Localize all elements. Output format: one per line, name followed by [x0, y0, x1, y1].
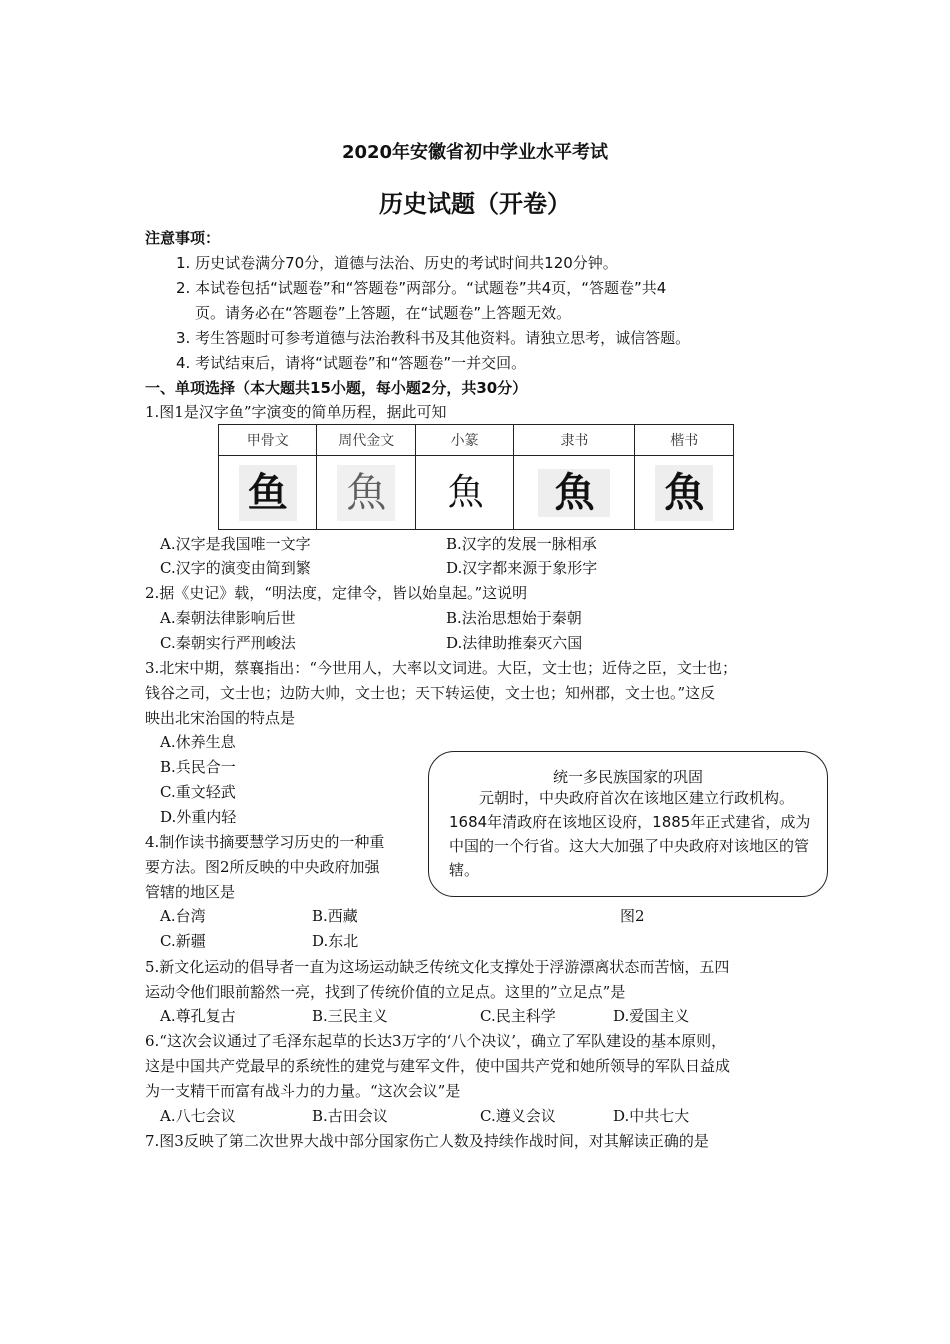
option: C.新疆	[160, 932, 206, 950]
small-seal-fish-glyph: 魚	[436, 465, 494, 521]
option: A.秦朝法律影响后世	[160, 609, 296, 627]
note-item: 1. 历史试卷满分70分，道德与法治、历史的考试时间共120分钟。	[176, 254, 618, 272]
option: D.外重内轻	[160, 808, 237, 826]
option: D.东北	[312, 932, 359, 950]
option: A.八七会议	[160, 1107, 236, 1125]
option: A.休养生息	[160, 733, 236, 751]
table-header: 楷书	[635, 425, 734, 456]
question-3-line: 钱谷之司，文士也；边防大帅，文士也；天下转运使，文士也；知州郡，文士也。”这反	[145, 684, 716, 702]
section-heading: 一、单项选择（本大题共15小题，每小题2分，共30分）	[145, 379, 528, 397]
bronze-script-fish-glyph: 魚	[337, 465, 395, 521]
question-3-line: 映出北宋治国的特点是	[145, 709, 296, 727]
clerical-script-fish-glyph: 魚	[538, 469, 610, 517]
figure-2-heading: 统一多民族国家的巩固	[552, 768, 703, 786]
note-item: 2. 本试卷包括“试题卷”和“答题卷”两部分。“试题卷”共4页，“答题卷”共4	[176, 279, 667, 297]
question-5-line: 运动令他们眼前豁然一亮，找到了传统价值的立足点。这里的”立足点”是	[145, 983, 626, 1001]
question-3-line: 3.北宋中期，蔡襄指出：“今世用人，大率以文词进。大臣，文士也；近侍之臣，文士也；	[145, 659, 737, 677]
question-6-line: 这是中国共产党最早的系统性的建党与建军文件，使中国共产党和她所领导的军队日益成	[145, 1057, 731, 1075]
note-item: 页。请务必在“答题卷”上答题，在“试题卷”上答题无效。	[195, 304, 572, 322]
option: B.法治思想始于秦朝	[446, 609, 582, 627]
question-7-stem: 7.图3反映了第二次世界大战中部分国家伤亡人数及持续作战时间，对其解读正确的是	[145, 1132, 709, 1150]
option: D.爱国主义	[613, 1007, 690, 1025]
option: C.重文轻武	[160, 783, 236, 801]
note-item: 4. 考试结束后，请将“试题卷”和“答题卷”一并交回。	[176, 354, 527, 372]
question-6-line: 为一支精干而富有战斗力的力量。“这次会议”是	[145, 1082, 461, 1100]
option: C.汉字的演变由简到繁	[160, 559, 311, 577]
notes-heading: 注意事项：	[145, 229, 221, 247]
option: A.汉字是我国唯一文字	[160, 535, 311, 553]
oracle-bone-fish-glyph: 鱼	[239, 465, 297, 521]
option: C.秦朝实行严刑峻法	[160, 634, 296, 652]
question-4-line: 管辖的地区是	[145, 883, 236, 901]
exam-title: 2020年安徽省初中学业水平考试	[341, 142, 609, 163]
option: B.三民主义	[312, 1007, 388, 1025]
option: B.兵民合一	[160, 758, 236, 776]
option: B.古田会议	[312, 1107, 388, 1125]
paper-title: 历史试题（开卷）	[379, 190, 571, 218]
question-4-line: 4.制作读书摘要慧学习历史的一种重	[145, 833, 385, 851]
question-6-line: 6.“这次会议通过了毛泽东起草的长达3万字的‘八个决议’，确立了军队建设的基本原则，	[145, 1032, 727, 1050]
option: A.尊孔复古	[160, 1007, 236, 1025]
option: B.汉字的发展一脉相承	[446, 535, 597, 553]
table-header: 甲骨文	[219, 425, 317, 456]
figure-1-table	[218, 424, 734, 530]
figure-2-caption: 图2	[620, 907, 645, 925]
figure-2-body: 元朝时，中央政府首次在该地区建立行政机构。1684年清政府在该地区设府，1885年正式建省，成为中国的一个行省。这大大加强了中央政府对该地区的管辖。	[449, 789, 811, 879]
question-2-stem: 2.据《史记》载，“明法度，定律令，皆以始皇起。”这说明	[145, 584, 528, 602]
option: B.西藏	[312, 907, 358, 925]
option: C.遵义会议	[480, 1107, 556, 1125]
table-header: 隶书	[514, 425, 635, 456]
option: D.中共七大	[613, 1107, 690, 1125]
option: C.民主科学	[480, 1007, 556, 1025]
question-5-line: 5.新文化运动的倡导者一直为这场运动缺乏传统文化支撑处于浮游漂离状态而苦恼，五四	[145, 958, 730, 976]
figure-2-box	[428, 751, 828, 897]
note-item: 3. 考生答题时可参考道德与法治教科书及其他资料。请独立思考，诚信答题。	[176, 329, 691, 347]
option: D.汉字都来源于象形字	[446, 559, 598, 577]
option: A.台湾	[160, 907, 206, 925]
table-header: 小篆	[415, 425, 513, 456]
regular-script-fish-glyph: 魚	[655, 465, 713, 521]
table-header: 周代金文	[317, 425, 415, 456]
question-1-stem: 1.图1是汉字鱼”字演变的简单历程，据此可知	[145, 403, 447, 421]
question-4-line: 要方法。图2所反映的中央政府加强	[145, 858, 380, 876]
option: D.法律助推秦灭六国	[446, 634, 583, 652]
